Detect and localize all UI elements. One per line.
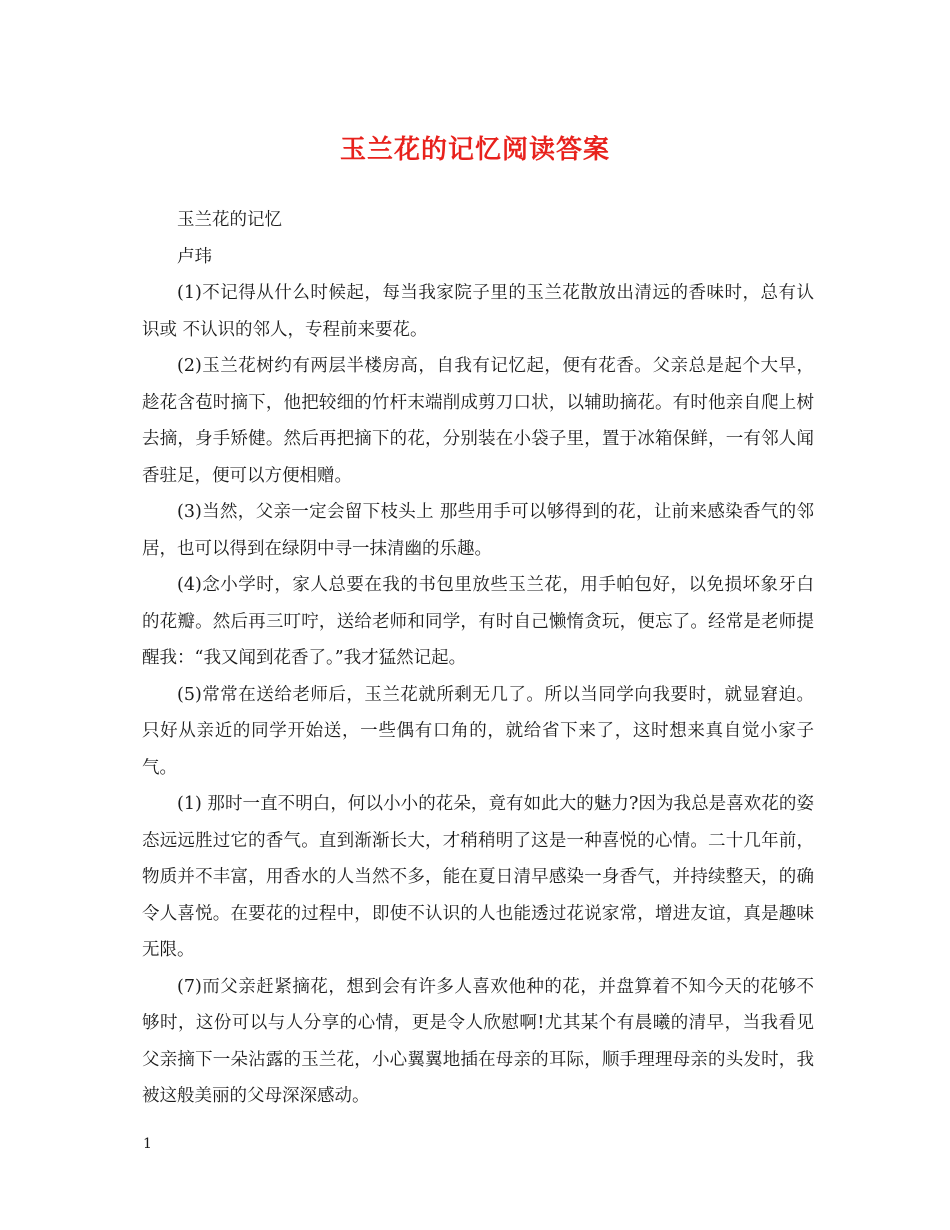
page-number: 1	[143, 1136, 152, 1152]
article-subtitle: 玉兰花的记忆	[177, 210, 282, 230]
page-title: 玉兰花的记忆阅读答案	[339, 135, 610, 165]
paragraph-6: (1) 那时一直不明白，何以小小的花朵，竟有如此大的魅力?因为我总是喜欢花的姿态远远胜过它的香气。直到渐渐长大，才稍稍明了这是一种喜悦的心情。二十几年前，物质并不丰富，用香水的人当然不多，能在夏日清早感染一身香气，并持续整天，的确令人喜悦。在要花的过程中，即使不认识的人也能透过花说家常，增进友谊，真是趣味无限。	[142, 794, 814, 960]
paragraph-7: (7)而父亲赶紧摘花，想到会有许多人喜欢他种的花，并盘算着不知今天的花够不够时，这份可以与人分享的心情，更是令人欣慰啊!尤其某个有晨曦的清早，当我看见父亲摘下一朵沾露的玉兰花，小心翼翼地插在母亲的耳际，顺手理理母亲的头发时，我被这般美丽的父母深深感动。	[142, 976, 814, 1106]
article-author: 卢玮	[177, 246, 212, 267]
paragraph-4: (4)念小学时，家人总要在我的书包里放些玉兰花，用手帕包好，以免损坏象牙白的花瓣。然后再三叮咛，送给老师和同学，有时自己懒惰贪玩，便忘了。经常是老师提醒我：“我又闻到花香了。”我才猛然记起。	[142, 575, 814, 668]
paragraph-2: (2)玉兰花树约有两层半楼房高，自我有记忆起，便有花香。父亲总是起个大早，趁花含苞时摘下，他把较细的竹杆末端削成剪刀口状，以辅助摘花。有时他亲自爬上树去摘，身手矫健。然后再把摘下的花，分别装在小袋子里，置于冰箱保鲜，一有邻人闻香驻足，便可以方便相赠。	[142, 356, 814, 486]
paragraph-1: (1)不记得从什么时候起，每当我家院子里的玉兰花散放出清远的香味时，总有认识或 不认识的邻人，专程前来要花。	[142, 283, 814, 340]
article-body	[142, 202, 814, 1115]
paragraph-5: (5)常常在送给老师后，玉兰花就所剩无几了。所以当同学向我要时，就显窘迫。只好从亲近的同学开始送，一些偶有口角的，就给省下来了，这时想来真自觉小家子气。	[142, 684, 814, 778]
paragraph-3: (3)当然，父亲一定会留下枝头上 那些用手可以够得到的花，让前来感染香气的邻居，也可以得到在绿阴中寻一抹清幽的乐趣。	[142, 502, 814, 559]
